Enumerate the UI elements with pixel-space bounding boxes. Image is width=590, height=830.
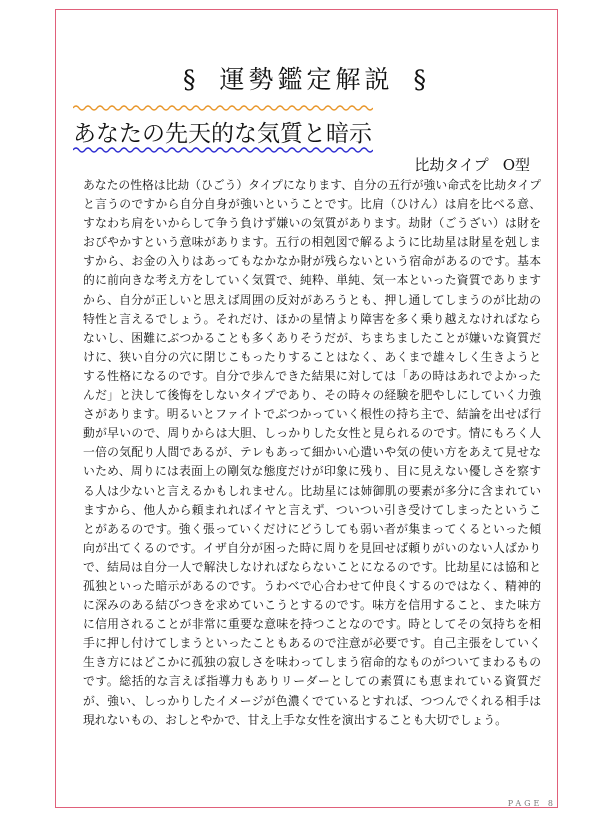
section-mark-left: § bbox=[182, 65, 200, 94]
type-name: 比劫タイプ bbox=[414, 156, 489, 174]
body-paragraph: あなたの性格は比劫（ひごう）タイプになります、自分の五行が強い命式を比劫タイプと言うのですから自分自身が強いということです。比肩（ひけん）は肩を比べる意、すなわち肩をいからして争う負けず嫌いの気質があります。劫財（ごうざい）は財をおびやかすという意味があります。五行の相剋図で解るように比劫星は財星を剋しますから、お金の入りはあってもなかなか財が残らないという宿命があるのです。基本的に前向きな考え方をしていく気質で、純粋、単純、気一本といった資質でありますから、自分が正しいと思えば周囲の反対があろうとも、押し通してしまうのが比劫の特性と言えるでしょう。それだけ、ほかの星情より障害を多く乗り越えなければならないし、困難にぶつかることも多くありそうだが、ちまちましたことが嫌いな資質だけに、狭い自分の穴に閉じこもったりすることはなく、あくまで雄々しく生きようとする性格になるのです。自分で歩んできた結果に対しては「あの時はあれでよかったんだ」と決して後悔をしないタイプであり、その時々の経験を肥やしにしていく力強さがあります。明るいとファイトでぶつかっていく根性の持ち主で、結論を出せば行動が早いので、周りからは大胆、しっかりした女性と見られるのです。情にもろく人一倍の気配り人間であるが、テレもあって細かい心遣いや気の使い方をあえて見せないため、周りには表面上の剛気な態度だけが印象に残り、目に見えない優しさを察する人は少ないと言えるかもしれません。比劫星には姉御肌の要素が多分に含まれていますから、他人から頼まれればイヤと言えず、ついつい引き受けてしまったということがあるのです。強く張っていくだけにどうしても弱い者が集まってくるといった傾向が出てくるのです。イザ自分が困った時に周りを見回せば頼りがいのない人ばかりで、結局は自分一人で解決しなければならないことになるのです。比劫星には協和と孤独といった暗示があるのです。うわべで心合わせて仲良くするのではなく、精神的に深みのある結びつきを求めていこうとするのです。味方を信用すること、また味方に信用されることが非常に重要な意味を持つことなのです。時としてその気持ちを相手に押し付けてしまうといったこともあるので注意が必要です。自己主張をしていく生き方にはどこかに孤独の寂しさを味わってしまう宿命的なものがついてまわるものです。総括的な言えば指導力もありリーダーとしての素質にも恵まれている資質だが、強い、しっかりしたイメージが色濃くでているとすれば、つつんでくれる相手は現れないもの、おしとやかで、甘え上手な女性を演出することも大切でしょう。 bbox=[83, 178, 541, 727]
document-title bbox=[55, 60, 558, 96]
section-title: あなたの先天的な気質と暗示 bbox=[73, 121, 372, 147]
document-title-text: 運勢鑑定解説 bbox=[219, 65, 394, 94]
section-heading bbox=[73, 103, 373, 155]
wavy-underline-bottom bbox=[73, 145, 373, 155]
blood-type: O型 bbox=[502, 156, 530, 174]
wavy-underline-top bbox=[73, 103, 373, 113]
section-mark-right: § bbox=[413, 65, 430, 94]
page-number: PAGE 8 bbox=[507, 799, 556, 808]
type-label bbox=[414, 154, 530, 175]
